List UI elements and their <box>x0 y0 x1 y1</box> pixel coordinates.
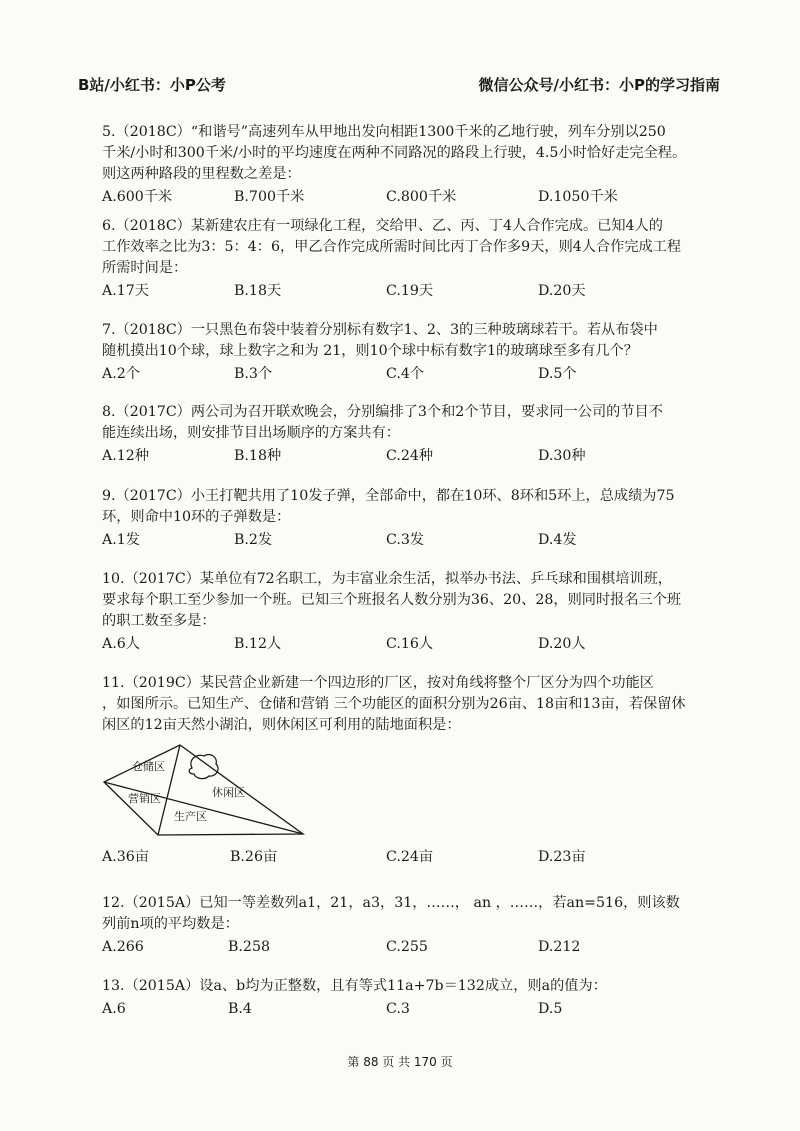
figure-label-leisure: 休闲区 <box>212 786 245 799</box>
header-left-text: B站/小红书：小P公考 <box>78 76 226 94</box>
option-d: D.20人 <box>538 636 586 652</box>
question-line: 13.（2015A）设a、b均为正整数，且有等式11a+7b＝132成立，则a的值为： <box>102 978 607 994</box>
options-row <box>102 937 722 958</box>
option-a: A.17天 <box>102 283 149 299</box>
options-row <box>102 847 722 868</box>
question-line: 9.（2017C）小王打靶共用了10发子弹，全部命中，都在10环、8环和5环上，总成绩为75 <box>102 488 675 504</box>
question-line: 千米/小时和300千米/小时的平均速度在两种不同路况的路段上行驶，4.5小时恰好走完全程。 <box>102 145 687 161</box>
question-line: 环，则命中10环的子弹数是： <box>102 509 291 525</box>
question-line: 闲区的12亩天然小湖泊，则休闲区可利用的陆地面积是： <box>102 717 461 733</box>
option-c: C.24亩 <box>386 849 434 865</box>
question-9 <box>102 486 722 551</box>
question-line: 随机摸出10个球，球上数字之和为 21，则10个球中标有数字1的玻璃球至多有几个？ <box>102 343 638 359</box>
question-10 <box>102 569 722 655</box>
options-row <box>102 530 722 551</box>
question-line: 8.（2017C）两公司为召开联欢晚会，分别编排了3个和2个节目，要求同一公司的节目不 <box>102 404 663 420</box>
question-line: 则这两种路段的里程数之差是： <box>102 166 301 182</box>
diagonal-1 <box>104 782 303 834</box>
question-11-options <box>102 847 722 868</box>
lake-shape <box>189 755 218 779</box>
figure-label-storage: 仓储区 <box>132 760 165 773</box>
option-d: D.212 <box>538 939 581 955</box>
option-c: C.255 <box>386 939 428 955</box>
options-row <box>102 281 722 302</box>
question-6 <box>102 216 722 302</box>
options-row <box>102 634 722 655</box>
option-d: D.5个 <box>538 366 577 382</box>
option-a: A.6人 <box>102 636 140 652</box>
question-line: 所需时间是： <box>102 260 188 276</box>
option-d: D.23亩 <box>538 849 586 865</box>
question-line: 12.（2015A）已知一等差数列a1，21，a3，31，……， an ，……，若an=516，则该数 <box>102 895 680 911</box>
option-c: C.19天 <box>386 283 434 299</box>
question-5 <box>102 122 722 208</box>
option-d: D.20天 <box>538 283 586 299</box>
option-b: B.258 <box>228 939 271 955</box>
question-line: ，如图所示。已知生产、仓储和营销 三个功能区的面积分别为26亩、18亩和13亩，若保留休 <box>102 696 686 712</box>
question-line: 7.（2018C）一只黑色布袋中装着分别标有数字1、2、3的三种玻璃球若干。若从布袋中 <box>102 322 658 338</box>
question-line: 能连续出场，则安排节目出场顺序的方案共有： <box>102 425 400 441</box>
option-a: A.12种 <box>102 448 149 464</box>
question-7 <box>102 320 722 385</box>
question-line: 的职工数至多是： <box>102 613 216 629</box>
option-d: D.1050千米 <box>538 189 618 205</box>
option-b: B.26亩 <box>230 849 278 865</box>
question-line: 6.（2018C）某新建农庄有一项绿化工程，交给甲、乙、丙、丁4人合作完成。已知4人的 <box>102 218 663 234</box>
option-c: C.4个 <box>386 366 425 382</box>
option-b: B.2发 <box>234 532 273 548</box>
question-13 <box>102 976 722 1020</box>
option-d: D.4发 <box>538 532 577 548</box>
option-b: B.4 <box>228 1001 252 1017</box>
option-b: B.3个 <box>234 366 273 382</box>
option-c: C.3发 <box>386 532 425 548</box>
question-line: 工作效率之比为3：5：4：6，甲乙合作完成所需时间比丙丁合作多9天，则4人合作完成工程 <box>102 239 682 255</box>
option-c: C.24种 <box>386 448 434 464</box>
question-line: 11.（2019C）某民营企业新建一个四边形的厂区，按对角线将整个厂区分为四个功能区 <box>102 675 654 691</box>
option-c: C.3 <box>386 1001 410 1017</box>
options-row <box>102 187 722 208</box>
question-line: 5.（2018C）“和谐号”高速列车从甲地出发向相距1300千米的乙地行驶，列车分别以250 <box>102 124 666 140</box>
option-a: A.2个 <box>102 366 140 382</box>
option-b: B.12人 <box>234 636 282 652</box>
question-11 <box>102 673 722 736</box>
question-line: 列前n项的平均数是： <box>102 916 239 932</box>
option-d: D.5 <box>538 1001 563 1017</box>
option-b: B.700千米 <box>234 189 305 205</box>
question-8 <box>102 402 722 467</box>
option-a: A.1发 <box>102 532 140 548</box>
options-row <box>102 446 722 467</box>
header-right-text: 微信公众号/小红书：小P的学习指南 <box>478 76 720 94</box>
figure-label-production: 生产区 <box>174 810 207 823</box>
option-b: B.18天 <box>234 283 282 299</box>
question-line: 要求每个职工至少参加一个班。已知三个班报名人数分别为36、20、28，则同时报名三个班 <box>102 592 682 608</box>
option-c: C.16人 <box>386 636 434 652</box>
option-a: A.600千米 <box>102 189 173 205</box>
options-row <box>102 364 722 385</box>
option-d: D.30种 <box>538 448 586 464</box>
option-a: A.36亩 <box>102 849 149 865</box>
figure-label-marketing: 营销区 <box>128 792 161 805</box>
option-b: B.18种 <box>234 448 282 464</box>
page-footer: 第 88 页 共 170 页 <box>347 1055 453 1069</box>
option-a: A.266 <box>102 939 144 955</box>
option-a: A.6 <box>102 1001 126 1017</box>
page-header <box>78 74 720 96</box>
option-c: C.800千米 <box>386 189 457 205</box>
question-line: 10.（2017C）某单位有72名职工，为丰富业余生活，拟举办书法、乒乓球和围棋培训班， <box>102 571 672 587</box>
quadrilateral-figure <box>100 740 320 840</box>
question-12 <box>102 893 722 958</box>
options-row <box>102 999 722 1020</box>
